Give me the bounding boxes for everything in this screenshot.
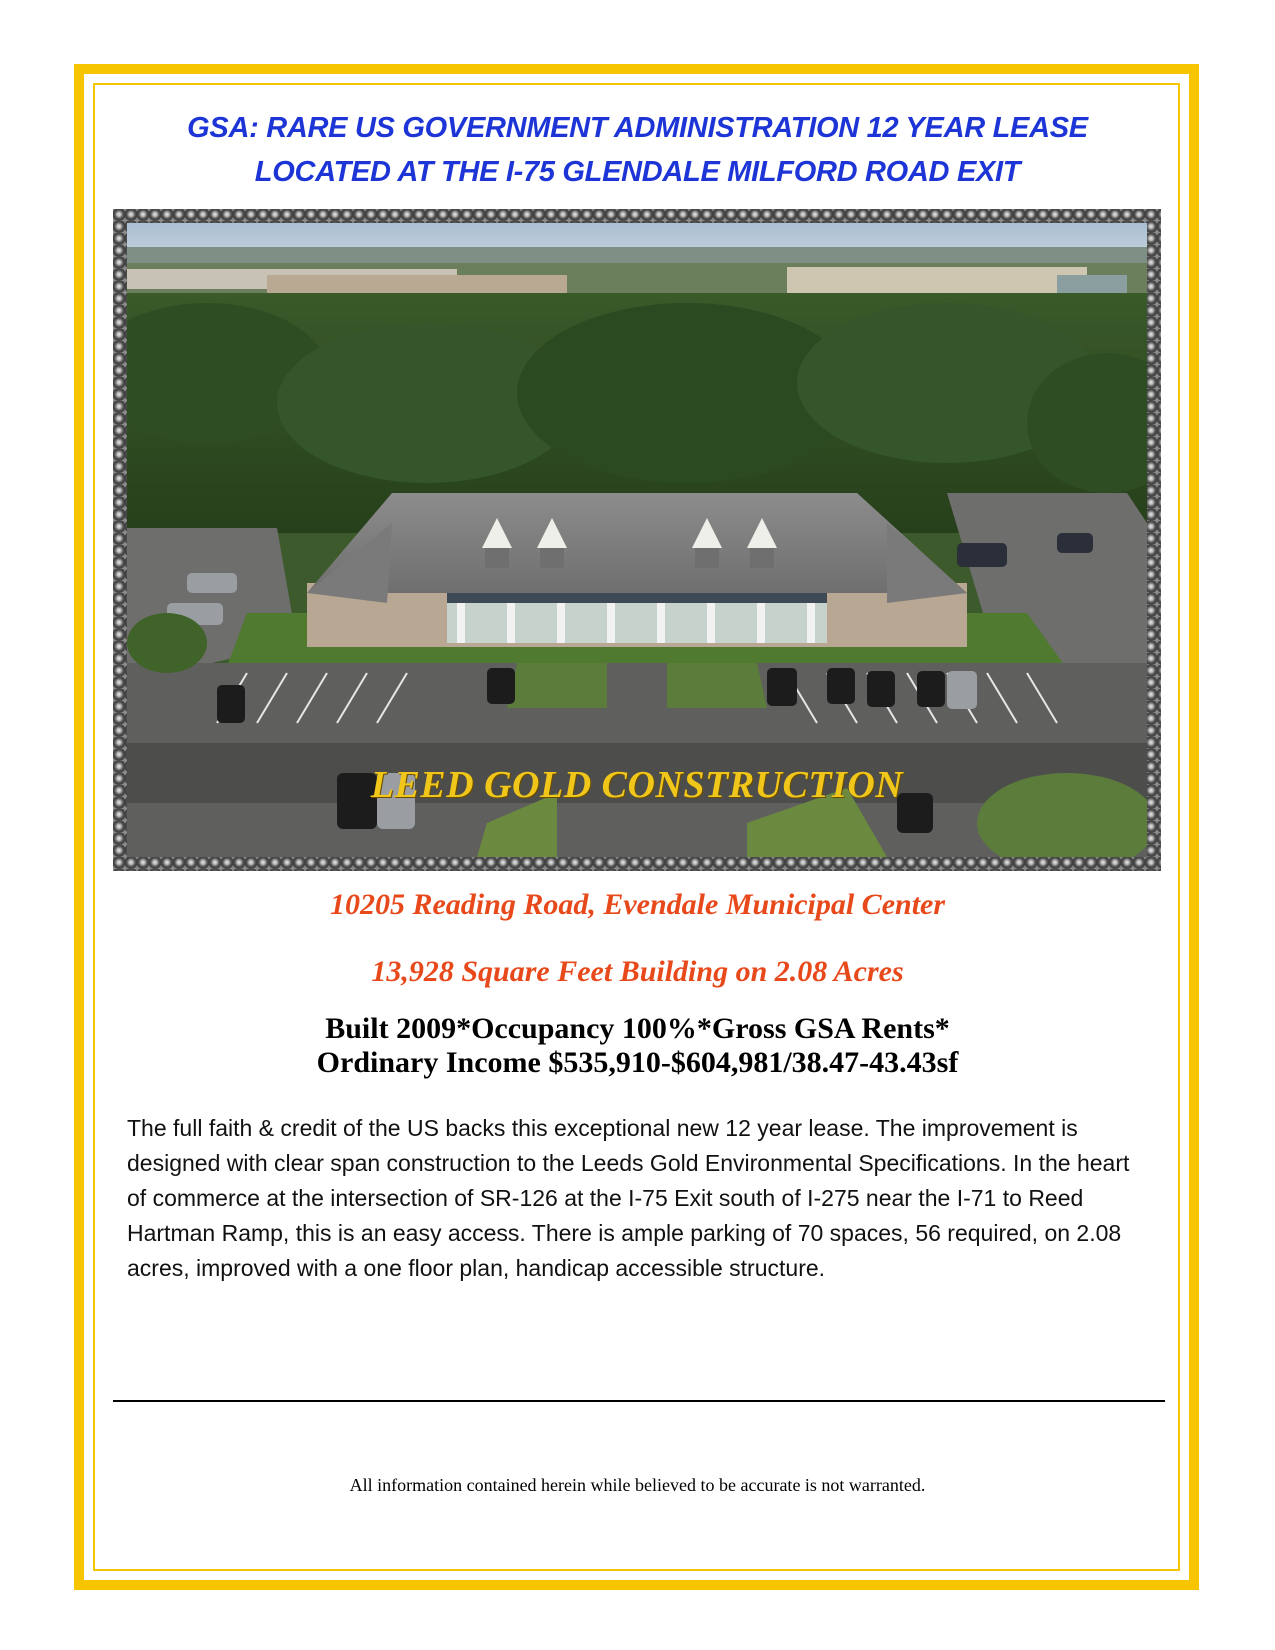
headline-line-2: LOCATED AT THE I-75 GLENDALE MILFORD ROAD EXIT (254, 156, 1021, 188)
disclaimer: All information contained herein while believed to be accurate is not warranted. (349, 1475, 926, 1495)
property-size: 13,928 Square Feet Building on 2.08 Acres (371, 955, 904, 988)
headline-line-1: GSA: RARE US GOVERNMENT ADMINISTRATION 12 YEAR LEASE (187, 112, 1088, 144)
property-address: 10205 Reading Road, Evendale Municipal Center (329, 888, 946, 921)
photo-caption: LEED GOLD CONSTRUCTION (370, 764, 904, 806)
divider-line (113, 1400, 1165, 1402)
aerial-photo (127, 223, 1147, 857)
stats-line-1: Built 2009*Occupancy 100%*Gross GSA Rents* (325, 1012, 950, 1045)
aerial-photo-frame (113, 209, 1161, 871)
stats-line-2: Ordinary Income $535,910-$604,981/38.47-43.43sf (316, 1046, 959, 1079)
property-description: The full faith & credit of the US backs this exceptional new 12 year lease. The improvement is designed with clear span construction to the Leeds Gold Environmental Specifications. In the heart of commerce at the intersection of SR-126 at the I-75 Exit south of I-275 near the I-71 to Reed Hartman Ramp, this is an easy access. There is ample parking of 70 spaces, 56 required, on 2.08 acres, improved with a one floor plan, handicap accessible structure. (127, 1115, 1130, 1281)
